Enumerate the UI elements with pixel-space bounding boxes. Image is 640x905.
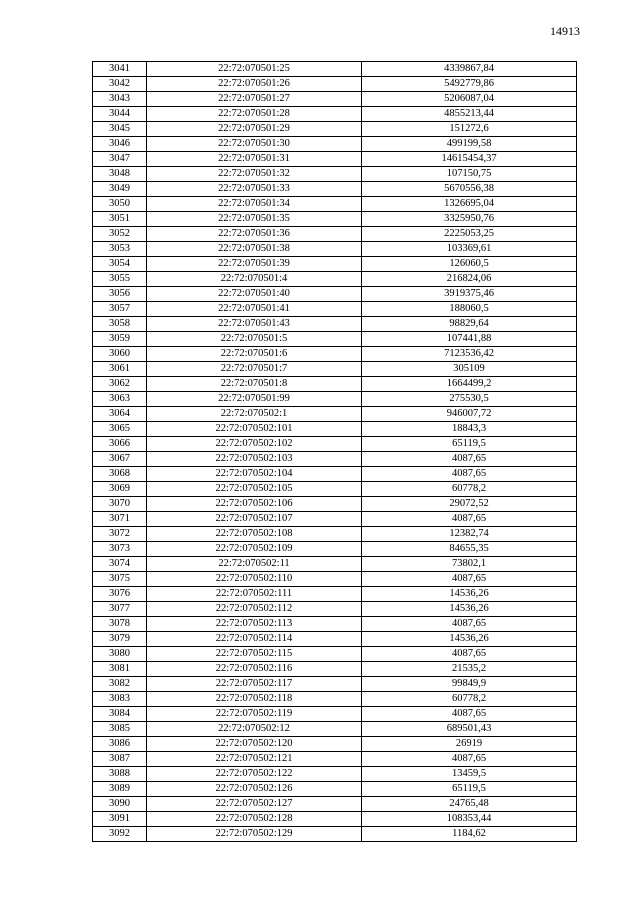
cadastral-number-cell: 22:72:070502:122 bbox=[147, 767, 362, 782]
row-number-cell: 3048 bbox=[93, 167, 147, 182]
row-number-cell: 3074 bbox=[93, 557, 147, 572]
value-cell: 21535,2 bbox=[362, 662, 577, 677]
row-number-cell: 3076 bbox=[93, 587, 147, 602]
table-row bbox=[93, 677, 577, 692]
row-number-cell: 3079 bbox=[93, 632, 147, 647]
value-cell: 4087,65 bbox=[362, 572, 577, 587]
table-row bbox=[93, 647, 577, 662]
cadastral-number-cell: 22:72:070501:6 bbox=[147, 347, 362, 362]
row-number-cell: 3061 bbox=[93, 362, 147, 377]
table-row bbox=[93, 362, 577, 377]
row-number-cell: 3065 bbox=[93, 422, 147, 437]
table-row bbox=[93, 617, 577, 632]
table-row bbox=[93, 512, 577, 527]
value-cell: 305109 bbox=[362, 362, 577, 377]
table-row bbox=[93, 122, 577, 137]
row-number-cell: 3046 bbox=[93, 137, 147, 152]
cadastral-number-cell: 22:72:070501:29 bbox=[147, 122, 362, 137]
cadastral-number-cell: 22:72:070501:38 bbox=[147, 242, 362, 257]
table-row bbox=[93, 437, 577, 452]
value-cell: 4087,65 bbox=[362, 752, 577, 767]
value-cell: 7123536,42 bbox=[362, 347, 577, 362]
row-number-cell: 3064 bbox=[93, 407, 147, 422]
row-number-cell: 3089 bbox=[93, 782, 147, 797]
row-number-cell: 3043 bbox=[93, 92, 147, 107]
value-cell: 103369,61 bbox=[362, 242, 577, 257]
table-row bbox=[93, 572, 577, 587]
row-number-cell: 3058 bbox=[93, 317, 147, 332]
cadastral-number-cell: 22:72:070501:32 bbox=[147, 167, 362, 182]
table-row bbox=[93, 452, 577, 467]
row-number-cell: 3073 bbox=[93, 542, 147, 557]
value-cell: 65119,5 bbox=[362, 782, 577, 797]
row-number-cell: 3066 bbox=[93, 437, 147, 452]
value-cell: 14536,26 bbox=[362, 587, 577, 602]
table-row bbox=[93, 482, 577, 497]
row-number-cell: 3047 bbox=[93, 152, 147, 167]
row-number-cell: 3082 bbox=[93, 677, 147, 692]
value-cell: 5492779,86 bbox=[362, 77, 577, 92]
row-number-cell: 3078 bbox=[93, 617, 147, 632]
table-row bbox=[93, 767, 577, 782]
table-row bbox=[93, 602, 577, 617]
table-row bbox=[93, 257, 577, 272]
row-number-cell: 3091 bbox=[93, 812, 147, 827]
row-number-cell: 3088 bbox=[93, 767, 147, 782]
table-row bbox=[93, 737, 577, 752]
value-cell: 14536,26 bbox=[362, 632, 577, 647]
cadastral-number-cell: 22:72:070501:34 bbox=[147, 197, 362, 212]
cadastral-number-cell: 22:72:070502:117 bbox=[147, 677, 362, 692]
table-row bbox=[93, 722, 577, 737]
value-cell: 3919375,46 bbox=[362, 287, 577, 302]
value-cell: 13459,5 bbox=[362, 767, 577, 782]
value-cell: 107150,75 bbox=[362, 167, 577, 182]
value-cell: 1184,62 bbox=[362, 827, 577, 842]
cadastral-number-cell: 22:72:070501:33 bbox=[147, 182, 362, 197]
table-row bbox=[93, 497, 577, 512]
table-row bbox=[93, 62, 577, 77]
cadastral-number-cell: 22:72:070501:4 bbox=[147, 272, 362, 287]
value-cell: 26919 bbox=[362, 737, 577, 752]
table-row bbox=[93, 392, 577, 407]
cadastral-number-cell: 22:72:070501:99 bbox=[147, 392, 362, 407]
cadastral-table bbox=[92, 61, 577, 842]
row-number-cell: 3052 bbox=[93, 227, 147, 242]
row-number-cell: 3044 bbox=[93, 107, 147, 122]
row-number-cell: 3045 bbox=[93, 122, 147, 137]
value-cell: 4087,65 bbox=[362, 617, 577, 632]
value-cell: 108353,44 bbox=[362, 812, 577, 827]
value-cell: 3325950,76 bbox=[362, 212, 577, 227]
table-row bbox=[93, 287, 577, 302]
row-number-cell: 3055 bbox=[93, 272, 147, 287]
value-cell: 5206087,04 bbox=[362, 92, 577, 107]
row-number-cell: 3071 bbox=[93, 512, 147, 527]
cadastral-number-cell: 22:72:070502:109 bbox=[147, 542, 362, 557]
table-row bbox=[93, 137, 577, 152]
row-number-cell: 3042 bbox=[93, 77, 147, 92]
row-number-cell: 3068 bbox=[93, 467, 147, 482]
cadastral-number-cell: 22:72:070501:39 bbox=[147, 257, 362, 272]
row-number-cell: 3072 bbox=[93, 527, 147, 542]
row-number-cell: 3060 bbox=[93, 347, 147, 362]
row-number-cell: 3092 bbox=[93, 827, 147, 842]
cadastral-number-cell: 22:72:070501:25 bbox=[147, 62, 362, 77]
value-cell: 1664499,2 bbox=[362, 377, 577, 392]
row-number-cell: 3075 bbox=[93, 572, 147, 587]
table-row bbox=[93, 812, 577, 827]
cadastral-number-cell: 22:72:070502:101 bbox=[147, 422, 362, 437]
table-row bbox=[93, 242, 577, 257]
cadastral-number-cell: 22:72:070501:35 bbox=[147, 212, 362, 227]
row-number-cell: 3056 bbox=[93, 287, 147, 302]
cadastral-number-cell: 22:72:070502:129 bbox=[147, 827, 362, 842]
cadastral-number-cell: 22:72:070502:1 bbox=[147, 407, 362, 422]
row-number-cell: 3070 bbox=[93, 497, 147, 512]
row-number-cell: 3063 bbox=[93, 392, 147, 407]
table-row bbox=[93, 212, 577, 227]
value-cell: 946007,72 bbox=[362, 407, 577, 422]
row-number-cell: 3084 bbox=[93, 707, 147, 722]
row-number-cell: 3051 bbox=[93, 212, 147, 227]
cadastral-number-cell: 22:72:070501:7 bbox=[147, 362, 362, 377]
cadastral-number-cell: 22:72:070501:36 bbox=[147, 227, 362, 242]
row-number-cell: 3053 bbox=[93, 242, 147, 257]
table-row bbox=[93, 542, 577, 557]
value-cell: 689501,43 bbox=[362, 722, 577, 737]
table-row bbox=[93, 77, 577, 92]
cadastral-number-cell: 22:72:070502:12 bbox=[147, 722, 362, 737]
value-cell: 2225053,25 bbox=[362, 227, 577, 242]
cadastral-number-cell: 22:72:070502:104 bbox=[147, 467, 362, 482]
cadastral-number-cell: 22:72:070502:11 bbox=[147, 557, 362, 572]
cadastral-number-cell: 22:72:070501:27 bbox=[147, 92, 362, 107]
cadastral-number-cell: 22:72:070502:115 bbox=[147, 647, 362, 662]
row-number-cell: 3059 bbox=[93, 332, 147, 347]
row-number-cell: 3067 bbox=[93, 452, 147, 467]
table-row bbox=[93, 302, 577, 317]
table-row bbox=[93, 827, 577, 842]
cadastral-number-cell: 22:72:070502:127 bbox=[147, 797, 362, 812]
cadastral-number-cell: 22:72:070502:111 bbox=[147, 587, 362, 602]
value-cell: 4087,65 bbox=[362, 647, 577, 662]
cadastral-table-body bbox=[93, 62, 577, 842]
row-number-cell: 3080 bbox=[93, 647, 147, 662]
value-cell: 499199,58 bbox=[362, 137, 577, 152]
row-number-cell: 3077 bbox=[93, 602, 147, 617]
value-cell: 151272,6 bbox=[362, 122, 577, 137]
row-number-cell: 3062 bbox=[93, 377, 147, 392]
table-row bbox=[93, 272, 577, 287]
cadastral-number-cell: 22:72:070502:105 bbox=[147, 482, 362, 497]
table-row bbox=[93, 422, 577, 437]
value-cell: 188060,5 bbox=[362, 302, 577, 317]
value-cell: 4339867,84 bbox=[362, 62, 577, 77]
cadastral-number-cell: 22:72:070501:41 bbox=[147, 302, 362, 317]
row-number-cell: 3085 bbox=[93, 722, 147, 737]
value-cell: 98829,64 bbox=[362, 317, 577, 332]
value-cell: 4087,65 bbox=[362, 512, 577, 527]
cadastral-number-cell: 22:72:070502:128 bbox=[147, 812, 362, 827]
cadastral-number-cell: 22:72:070502:118 bbox=[147, 692, 362, 707]
row-number-cell: 3087 bbox=[93, 752, 147, 767]
table-row bbox=[93, 347, 577, 362]
table-row bbox=[93, 92, 577, 107]
value-cell: 4087,65 bbox=[362, 707, 577, 722]
row-number-cell: 3081 bbox=[93, 662, 147, 677]
table-row bbox=[93, 632, 577, 647]
table-row bbox=[93, 752, 577, 767]
table-row bbox=[93, 527, 577, 542]
row-number-cell: 3069 bbox=[93, 482, 147, 497]
row-number-cell: 3057 bbox=[93, 302, 147, 317]
value-cell: 4087,65 bbox=[362, 467, 577, 482]
row-number-cell: 3054 bbox=[93, 257, 147, 272]
table-row bbox=[93, 167, 577, 182]
cadastral-number-cell: 22:72:070502:126 bbox=[147, 782, 362, 797]
row-number-cell: 3086 bbox=[93, 737, 147, 752]
value-cell: 1326695,04 bbox=[362, 197, 577, 212]
cadastral-number-cell: 22:72:070502:119 bbox=[147, 707, 362, 722]
cadastral-number-cell: 22:72:070502:108 bbox=[147, 527, 362, 542]
value-cell: 60778,2 bbox=[362, 482, 577, 497]
cadastral-number-cell: 22:72:070501:43 bbox=[147, 317, 362, 332]
table-row bbox=[93, 692, 577, 707]
table-row bbox=[93, 377, 577, 392]
cadastral-number-cell: 22:72:070502:110 bbox=[147, 572, 362, 587]
row-number-cell: 3090 bbox=[93, 797, 147, 812]
cadastral-number-cell: 22:72:070502:114 bbox=[147, 632, 362, 647]
row-number-cell: 3041 bbox=[93, 62, 147, 77]
table-row bbox=[93, 467, 577, 482]
cadastral-number-cell: 22:72:070502:116 bbox=[147, 662, 362, 677]
row-number-cell: 3083 bbox=[93, 692, 147, 707]
cadastral-number-cell: 22:72:070502:103 bbox=[147, 452, 362, 467]
value-cell: 275530,5 bbox=[362, 392, 577, 407]
table-row bbox=[93, 587, 577, 602]
table-row bbox=[93, 332, 577, 347]
value-cell: 60778,2 bbox=[362, 692, 577, 707]
value-cell: 99849,9 bbox=[362, 677, 577, 692]
table-row bbox=[93, 797, 577, 812]
table-row bbox=[93, 707, 577, 722]
table-row bbox=[93, 152, 577, 167]
page-number: 14913 bbox=[550, 24, 580, 38]
value-cell: 14536,26 bbox=[362, 602, 577, 617]
table-row bbox=[93, 407, 577, 422]
cadastral-number-cell: 22:72:070502:120 bbox=[147, 737, 362, 752]
cadastral-number-cell: 22:72:070501:30 bbox=[147, 137, 362, 152]
value-cell: 29072,52 bbox=[362, 497, 577, 512]
cadastral-number-cell: 22:72:070501:26 bbox=[147, 77, 362, 92]
value-cell: 12382,74 bbox=[362, 527, 577, 542]
value-cell: 4087,65 bbox=[362, 452, 577, 467]
cadastral-number-cell: 22:72:070501:40 bbox=[147, 287, 362, 302]
cadastral-number-cell: 22:72:070502:121 bbox=[147, 752, 362, 767]
value-cell: 4855213,44 bbox=[362, 107, 577, 122]
cadastral-number-cell: 22:72:070502:106 bbox=[147, 497, 362, 512]
value-cell: 216824,06 bbox=[362, 272, 577, 287]
cadastral-number-cell: 22:72:070502:102 bbox=[147, 437, 362, 452]
value-cell: 24765,48 bbox=[362, 797, 577, 812]
cadastral-number-cell: 22:72:070502:113 bbox=[147, 617, 362, 632]
value-cell: 73802,1 bbox=[362, 557, 577, 572]
table-row bbox=[93, 107, 577, 122]
value-cell: 14615454,37 bbox=[362, 152, 577, 167]
cadastral-number-cell: 22:72:070501:8 bbox=[147, 377, 362, 392]
cadastral-number-cell: 22:72:070501:31 bbox=[147, 152, 362, 167]
table-row bbox=[93, 197, 577, 212]
table-row bbox=[93, 557, 577, 572]
row-number-cell: 3050 bbox=[93, 197, 147, 212]
cadastral-number-cell: 22:72:070502:107 bbox=[147, 512, 362, 527]
value-cell: 5670556,38 bbox=[362, 182, 577, 197]
row-number-cell: 3049 bbox=[93, 182, 147, 197]
cadastral-number-cell: 22:72:070501:5 bbox=[147, 332, 362, 347]
table-row bbox=[93, 317, 577, 332]
table-row bbox=[93, 182, 577, 197]
table-row bbox=[93, 662, 577, 677]
table-row bbox=[93, 782, 577, 797]
value-cell: 126060,5 bbox=[362, 257, 577, 272]
value-cell: 107441,88 bbox=[362, 332, 577, 347]
table-row bbox=[93, 227, 577, 242]
value-cell: 84655,35 bbox=[362, 542, 577, 557]
cadastral-number-cell: 22:72:070502:112 bbox=[147, 602, 362, 617]
cadastral-number-cell: 22:72:070501:28 bbox=[147, 107, 362, 122]
value-cell: 18843,3 bbox=[362, 422, 577, 437]
value-cell: 65119,5 bbox=[362, 437, 577, 452]
